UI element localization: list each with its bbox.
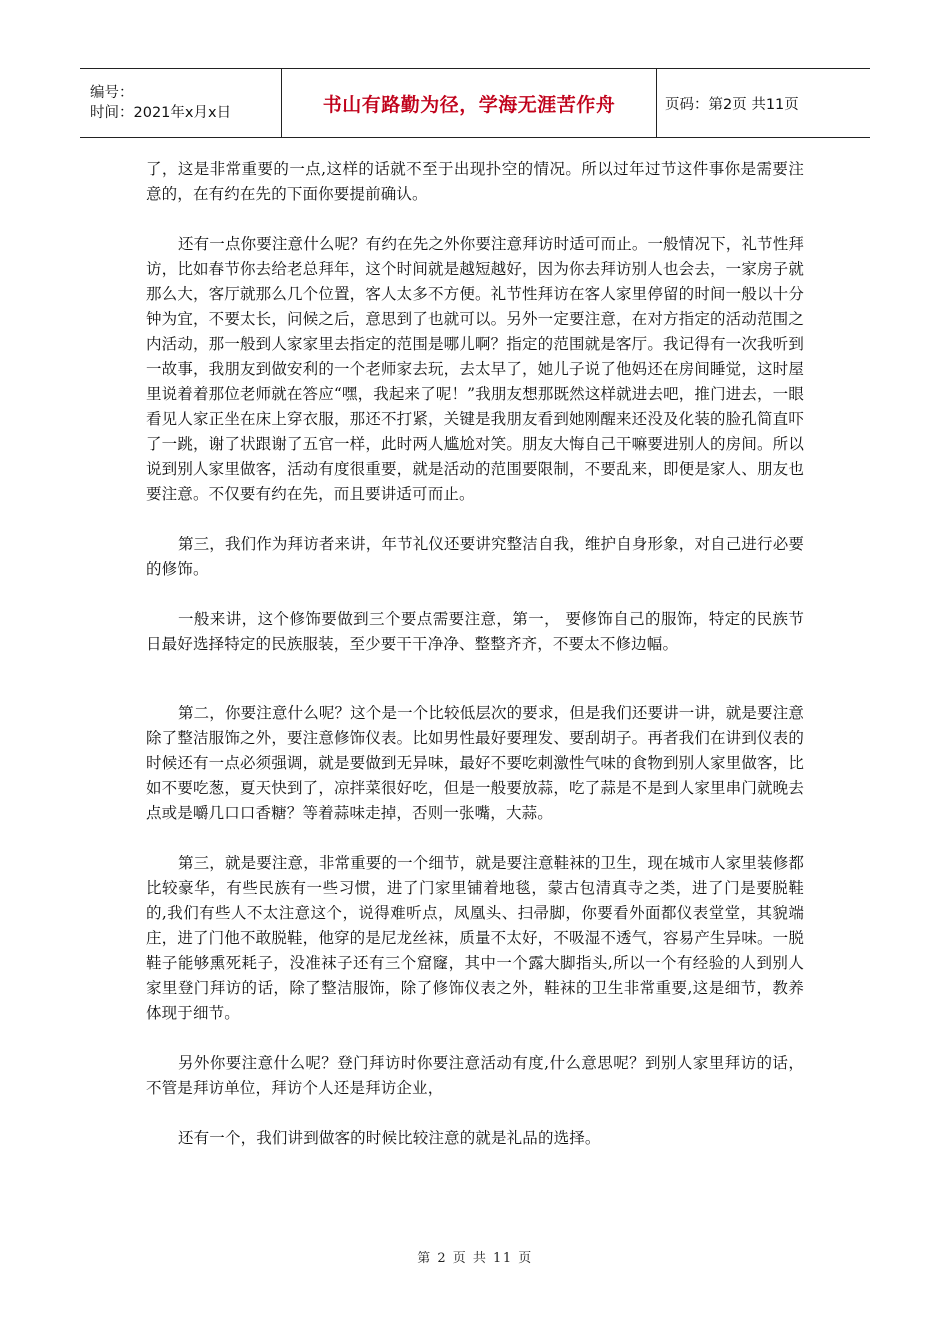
header-page-cell: [657, 69, 870, 137]
paragraph: 第三，我们作为拜访者来讲，年节礼仪还要讲究整洁自我，维护自身形象，对自己进行必要的修饰。: [146, 535, 805, 578]
header-meta-cell: [80, 69, 282, 137]
paragraph: 第三，就是要注意，非常重要的一个细节，就是要注意鞋袜的卫生，现在城市人家里装修都比较豪华，有些民族有一些习惯，进了门家里铺着地毯，蒙古包清真寺之类，进了门是要脱鞋的,我们有些人不太注意这个，说得难听点，凤凰头、扫帚脚，你要看外面都仪表堂堂，其貌端庄，进了门他不敢脱鞋，他穿的是尼龙丝袜，质量不太好，不吸湿不透气，容易产生异味。一脱鞋子能够熏死耗子，没准袜子还有三个窟窿，其中一个露大脚指头,所以一个有经验的人到别人家里登门拜访的话，除了整洁服饰，除了修饰仪表之外，鞋袜的卫生非常重要,这是细节，教养体现于细节。: [146, 854, 805, 1022]
page-header: [80, 68, 870, 138]
document-time-label: 时间：2021年x月x日: [90, 105, 232, 121]
document-number-label: 编号：: [90, 85, 134, 101]
header-page-label: 页码：第2页 共11页: [665, 96, 799, 113]
page-footer: 第 2 页 共 11 页: [417, 1251, 533, 1266]
header-motto-cell: [282, 69, 657, 137]
paragraph: 第二，你要注意什么呢？这个是一个比较低层次的要求，但是我们还要讲一讲，就是要注意除了整洁服饰之外，要注意修饰仪表。比如男性最好要理发、要刮胡子。再者我们在讲到仪表的时候还有一点必须强调，就是要做到无异味，最好不要吃刺激性气味的食物到别人家里做客，比如不要吃葱，夏天快到了，凉拌菜很好吃，但是一般要放蒜，吃了蒜是不是到人家里串门就晚去点或是嚼几口口香糖？等着蒜味走掉，否则一张嘴，大蒜。: [146, 704, 805, 822]
paragraph: 一般来讲，这个修饰要做到三个要点需要注意，第一， 要修饰自己的服饰，特定的民族节日最好选择特定的民族服装，至少要干干净净、整整齐齐，不要太不修边幅。: [146, 610, 804, 653]
paragraph: 还有一点你要注意什么呢？有约在先之外你要注意拜访时适可而止。一般情况下，礼节性拜访，比如春节你去给老总拜年，这个时间就是越短越好，因为你去拜访别人也会去，一家房子就那么大，客厅就那么几个位置，客人太多不方便。礼节性拜访在客人家里停留的时间一般以十分钟为宜，不要太长，问候之后，意思到了也就可以。另外一定要注意，在对方指定的活动范围之内活动，那一般到人家家里去指定的范围是哪儿啊？指定的范围就是客厅。我记得有一次我听到一故事，我朋友到做安利的一个老师家去玩，去太早了，她儿子说了他妈还在房间睡觉，这时屋里说着着那位老师就在答应“嘿，我起来了呢！”我朋友想那既然这样就进去吧，推门进去，一眼看见人家正坐在床上穿衣服，那还不打紧，关键是我朋友看到她刚醒来还没及化装的脸孔简直吓了一跳，谢了状跟谢了五官一样，此时两人尴尬对笑。朋友大悔自己干嘛要进别人的房间。所以说到别人家里做客，活动有度很重要，就是活动的范围要限制，不要乱来，即便是家人、朋友也要注意。不仅要有约在先，而且要讲适可而止。: [146, 235, 805, 503]
document-body: [146, 157, 804, 1151]
paragraph: 了，这是非常重要的一点,这样的话就不至于出现扑空的情况。所以过年过节这件事你是需要注意的，在有约在先的下面你要提前确认。: [146, 160, 804, 203]
header-motto: 书山有路勤为径，学海无涯苦作舟: [322, 93, 616, 116]
paragraph: 另外你要注意什么呢？登门拜访时你要注意活动有度,什么意思呢？到别人家里拜访的话，不管是拜访单位，拜访个人还是拜访企业，: [146, 1054, 804, 1097]
paragraph: 还有一个，我们讲到做客的时候比较注意的就是礼品的选择。: [178, 1129, 601, 1147]
